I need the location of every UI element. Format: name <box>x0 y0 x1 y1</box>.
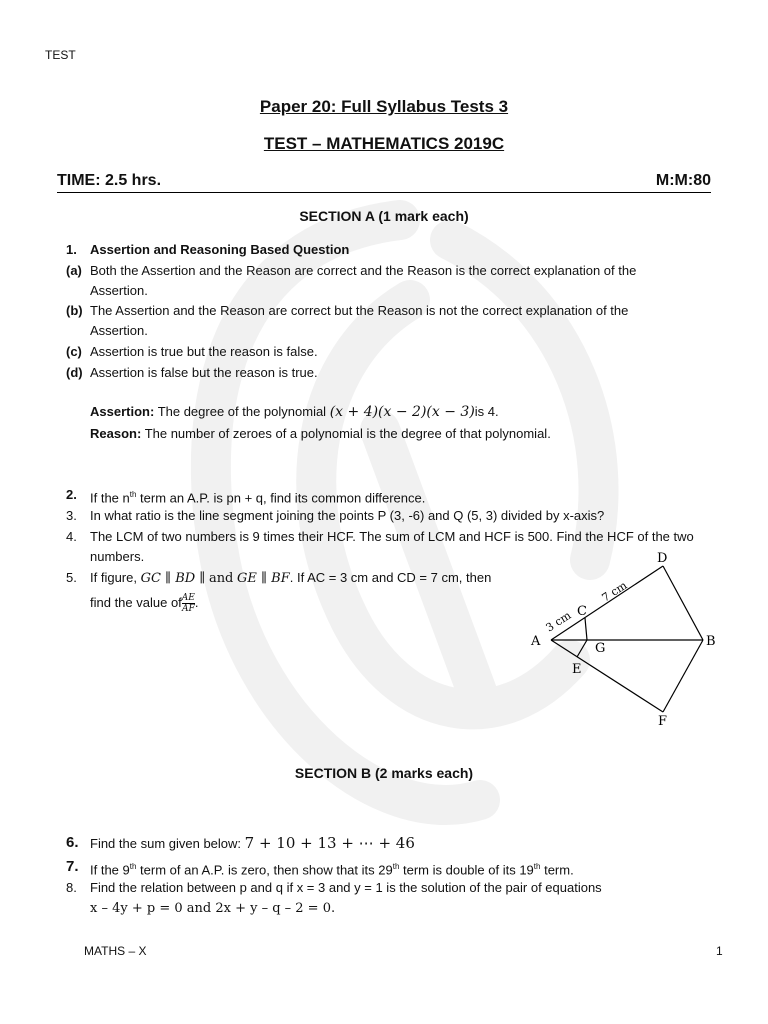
assertion-expression: (x + 4)(x − 2)(x − 3) <box>329 404 475 420</box>
q6-text: Find the sum given below: <box>90 836 242 851</box>
figure-label-b: B <box>706 634 716 649</box>
q8-text: Find the relation between p and q if x = 3 and y = 1 is the solution of the pair of equations <box>90 880 602 895</box>
q3 <box>66 506 726 526</box>
figure-label-d: D <box>657 552 668 566</box>
section-b-heading: SECTION B (2 marks each) <box>294 765 474 781</box>
q1-assertion <box>66 402 726 422</box>
option-key: (b) <box>66 303 83 318</box>
q1-option-b <box>66 301 726 341</box>
length-ac: 3 cm <box>543 608 574 635</box>
q5-period: . <box>194 595 199 610</box>
q6-number: 6. <box>66 834 79 851</box>
time-label: TIME: 2.5 hrs. <box>57 172 162 189</box>
q5-text-end: . If AC = 3 cm and CD = 7 cm, then <box>289 570 492 585</box>
figure-label-a: A <box>531 634 541 649</box>
option-text: Both the Assertion and the Reason are correct and the Reason is the correct explanation of the <box>90 263 637 278</box>
header-label: TEST <box>45 48 76 62</box>
q2-text-start: If the n <box>90 490 130 506</box>
q5-number: 5. <box>66 570 77 585</box>
assertion-text: The degree of the polynomial <box>157 404 327 419</box>
q7-part-2: term of an A.P. is zero, then show that its 29 <box>136 862 393 878</box>
option-key: (c) <box>66 344 82 359</box>
assertion-tail: is 4. <box>474 404 499 419</box>
q7-part-1: If the 9 <box>90 862 130 878</box>
assertion-label: Assertion: <box>90 404 155 419</box>
time-marks-bar <box>57 172 711 193</box>
option-text: The Assertion and the Reason are correct but the Reason is not the correct explanation of the <box>90 303 629 318</box>
figure-label-c: C <box>577 604 587 619</box>
option-key: (a) <box>66 263 82 278</box>
q1-option-a <box>66 261 726 301</box>
option-text-cont: Assertion. <box>90 323 148 338</box>
footer-subject: MATHS – X <box>84 944 147 958</box>
q5-line-2: find the value of <box>90 595 182 610</box>
q8 <box>66 878 726 919</box>
figure-label-g: G <box>595 641 606 656</box>
page-number: 1 <box>716 944 723 958</box>
q4-text-cont: numbers. <box>90 549 145 564</box>
figure-label-e: E <box>572 662 582 677</box>
option-key: (d) <box>66 365 83 380</box>
length-cd: 7 cm <box>599 578 630 605</box>
q3-text: In what ratio is the line segment joining the points P (3, -6) and Q (5, 3) divided by x-axis? <box>90 508 605 523</box>
q7 <box>66 857 726 880</box>
q5-expression-1: GC ∥ BD ∥ <box>140 571 206 586</box>
q1-number: 1. <box>66 242 77 257</box>
q5-text-start: If figure, <box>90 570 137 585</box>
reason-text: The number of zeroes of a polynomial is the degree of that polynomial. <box>144 426 551 441</box>
max-marks-label: M:M:80 <box>655 172 711 189</box>
option-text: Assertion is false but the reason is true. <box>90 365 318 380</box>
q5-expression-2: GE ∥ BF <box>237 571 290 586</box>
q2 <box>66 485 726 508</box>
q2-text-end: term an A.P. is pn + q, find its common difference. <box>136 490 426 506</box>
q7-part-3: term is double of its 19 <box>399 862 534 878</box>
q7-sup-1: th <box>129 862 137 871</box>
q8-equations: x – 4y + p = 0 and 2x + y – q – 2 = 0. <box>90 901 336 916</box>
q7-sup-2: th <box>392 862 400 871</box>
option-text-cont: Assertion. <box>90 283 148 298</box>
reason-label: Reason: <box>90 426 142 441</box>
test-title: TEST – MATHEMATICS 2019C <box>263 134 505 153</box>
q4-number: 4. <box>66 529 77 544</box>
paper-title: Paper 20: Full Syllabus Tests 3 <box>259 97 509 116</box>
q6 <box>66 833 726 854</box>
q5-fraction <box>182 593 195 614</box>
q3-number: 3. <box>66 508 77 523</box>
q1-title: Assertion and Reasoning Based Question <box>90 242 350 257</box>
fraction-numerator: AE <box>181 593 195 604</box>
option-text: Assertion is true but the reason is false. <box>90 344 318 359</box>
q5-figure <box>525 552 725 732</box>
q7-number: 7. <box>66 858 79 875</box>
q1-option-c <box>66 342 726 362</box>
q1-reason <box>66 424 726 444</box>
q2-number: 2. <box>66 487 77 502</box>
q6-expression: 7 + 10 + 13 + ⋯ + 46 <box>244 834 415 852</box>
q1-option-d <box>66 363 726 383</box>
q7-part-4: term. <box>540 862 574 878</box>
q1-heading <box>66 240 726 260</box>
q5 <box>66 568 506 614</box>
section-a-heading: SECTION A (1 mark each) <box>299 208 469 224</box>
q8-number: 8. <box>66 880 77 895</box>
figure-label-f: F <box>658 714 668 729</box>
q2-superscript: th <box>129 490 137 499</box>
fraction-denominator: AF <box>181 604 195 615</box>
q4-text: The LCM of two numbers is 9 times their HCF. The sum of LCM and HCF is 500. Find the HCF of the two <box>90 529 694 544</box>
q5-and: and <box>208 571 234 586</box>
q7-sup-3: th <box>533 862 541 871</box>
